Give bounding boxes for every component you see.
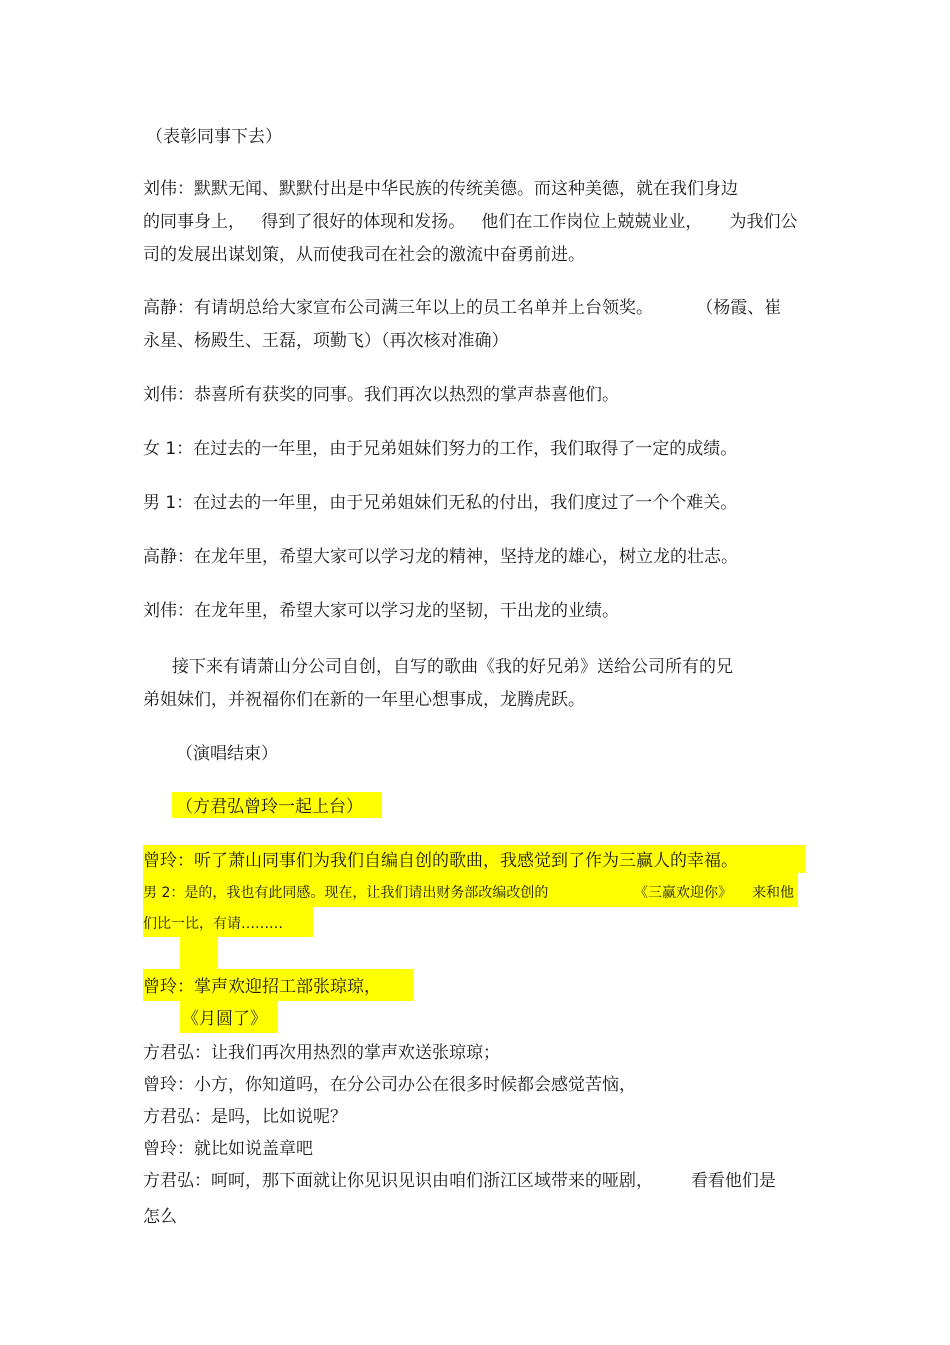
dialogue-line: 高静：在龙年里，希望大家可以学习龙的精神，坚持龙的雄心，树立龙的壮志。 [143,547,738,567]
dialogue-line: 来和他 [752,885,794,901]
dialogue-line: 司的发展出谋划策，从而使我司在社会的激流中奋勇前进。 [143,245,585,265]
dialogue-line: 曾玲：掌声欢迎招工部张琼琼， [143,977,381,997]
dialogue-line: 刘伟：在龙年里，希望大家可以学习龙的坚韧，干出龙的业绩。 [143,601,619,621]
dialogue-line: 永星、杨殿生、王磊，项勤飞）（再次核对准确） [143,331,509,351]
dialogue-line: 男 2：是的，我也有此同感。现在，让我们请出财务部改编改创的 [143,885,549,901]
dialogue-line: 方君弘：让我们再次用热烈的掌声欢送张琼琼； [143,1043,500,1063]
dialogue-line: 方君弘：呵呵，那下面就让你见识见识由咱们浙江区域带来的哑剧， 看看他们是 [143,1171,776,1191]
dialogue-line: 刘伟：默默无闻、默默付出是中华民族的传统美德。而这种美德，就在我们身边 [143,179,738,199]
dialogue-line: 男 1：在过去的一年里，由于兄弟姐妹们无私的付出，我们度过了一个个难关。 [143,493,738,513]
paragraph-line: 弟姐妹们，并祝福你们在新的一年里心想事成，龙腾虎跃。 [143,690,585,710]
dialogue-line: 的同事身上， 得到了很好的体现和发扬。 他们在工作岗位上兢兢业业， 为我们公 [143,212,798,232]
dialogue-line: 曾玲：小方，你知道吗，在分公司办公在很多时候都会感觉苦恼， [143,1075,636,1095]
stage-direction: （演唱结束） [176,744,278,764]
stage-direction: （表彰同事下去） [146,127,282,147]
dialogue-line: 方君弘：是吗，比如说呢？ [143,1107,347,1127]
dialogue-line: 高静：有请胡总给大家宣布公司满三年以上的员工名单并上台领奖。 （杨霞、崔 [143,298,782,318]
paragraph-line: 接下来有请萧山分公司自创，自写的歌曲《我的好兄弟》送给公司所有的兄 [172,657,733,677]
dialogue-line: 刘伟：恭喜所有获奖的同事。我们再次以热烈的掌声恭喜他们。 [143,385,619,405]
dialogue-line: 曾玲：就比如说盖章吧 [143,1139,313,1159]
highlight-block [180,937,218,969]
song-title: 《三赢欢迎你》 [634,885,732,901]
dialogue-line: 怎么 [143,1207,177,1227]
song-title: 《月圆了》 [182,1009,267,1029]
dialogue-line: 们比一比，有请……… [143,916,283,932]
stage-direction: （方君弘曾玲一起上台） [176,797,363,817]
dialogue-line: 女 1：在过去的一年里，由于兄弟姐妹们努力的工作，我们取得了一定的成绩。 [143,439,738,459]
dialogue-line: 曾玲：听了萧山同事们为我们自编自创的歌曲，我感觉到了作为三赢人的幸福。 [143,851,738,871]
